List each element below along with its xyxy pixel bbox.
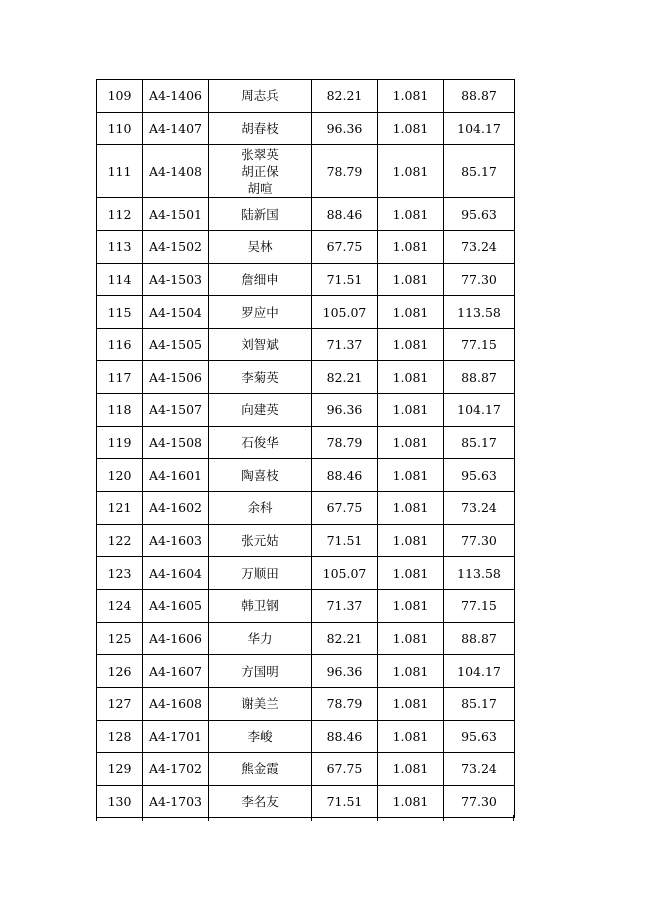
adjusted-area-cell: 77.30 [444, 524, 515, 557]
table-row [97, 230, 515, 263]
area-cell: 96.36 [312, 394, 378, 427]
owner-name: 华力 [247, 630, 273, 646]
owner-name-cell [209, 112, 312, 145]
row-number-cell: 124 [97, 589, 143, 622]
owner-name: 陶喜枝 [241, 467, 279, 483]
coefficient-cell: 1.081 [378, 589, 444, 622]
table-row [97, 296, 515, 329]
adjusted-area-cell: 73.24 [444, 230, 515, 263]
row-number-cell: 123 [97, 557, 143, 590]
area-cell: 71.37 [312, 589, 378, 622]
adjusted-area-cell: 73.24 [444, 753, 515, 786]
area-cell: 71.37 [312, 328, 378, 361]
room-number-cell: A4-1408 [143, 145, 209, 198]
table-row [97, 753, 515, 786]
room-number-cell: A4-1608 [143, 687, 209, 720]
owner-name: 余科 [247, 500, 273, 516]
owner-name-cell [209, 785, 312, 818]
adjusted-area-cell: 104.17 [444, 112, 515, 145]
owner-name: 张元姑 [241, 533, 279, 548]
adjusted-area-cell: 104.17 [444, 655, 515, 688]
row-number-cell: 112 [97, 198, 143, 231]
table-row [97, 145, 515, 198]
owner-name-cell [209, 753, 312, 786]
owner-name: 万顺田 [241, 565, 279, 581]
adjusted-area-cell: 104.17 [444, 394, 515, 427]
area-cell: 96.36 [312, 655, 378, 688]
area-cell: 67.75 [312, 753, 378, 786]
owner-name-cell [209, 145, 312, 198]
area-cell: 78.79 [312, 145, 378, 198]
owner-name-cell [209, 426, 312, 459]
row-number-cell: 117 [97, 361, 143, 394]
area-cell: 82.21 [312, 80, 378, 113]
room-number-cell: A4-1702 [143, 753, 209, 786]
owner-name-cell [209, 557, 312, 590]
coefficient-cell: 1.081 [378, 80, 444, 113]
owner-name-cell [209, 198, 312, 231]
adjusted-area-cell: 77.15 [444, 328, 515, 361]
adjusted-area-cell: 88.87 [444, 80, 515, 113]
coefficient-cell: 1.081 [378, 687, 444, 720]
room-number-cell: A4-1508 [143, 426, 209, 459]
room-number-cell: A4-1607 [143, 655, 209, 688]
area-cell: 105.07 [312, 557, 378, 590]
row-number-cell: 129 [97, 753, 143, 786]
owner-name-cell [209, 263, 312, 296]
row-number-cell: 118 [97, 394, 143, 427]
room-number-cell: A4-1501 [143, 198, 209, 231]
coefficient-cell: 1.081 [378, 328, 444, 361]
area-cell: 67.75 [312, 492, 378, 525]
owner-name: 方国明 [241, 663, 279, 679]
row-number-cell: 114 [97, 263, 143, 296]
owner-name-cell [209, 720, 312, 753]
area-cell: 82.21 [312, 361, 378, 394]
coefficient-cell: 1.081 [378, 753, 444, 786]
row-number-cell: 111 [97, 145, 143, 198]
owner-name-cell [209, 296, 312, 329]
owner-name-cell [209, 492, 312, 525]
adjusted-area-cell: 77.30 [444, 263, 515, 296]
row-number-cell: 110 [97, 112, 143, 145]
row-number-cell: 119 [97, 426, 143, 459]
room-number-cell: A4-1606 [143, 622, 209, 655]
row-number-cell: 115 [97, 296, 143, 329]
room-number-cell: A4-1701 [143, 720, 209, 753]
table-row [97, 720, 515, 753]
coefficient-cell: 1.081 [378, 785, 444, 818]
coefficient-cell: 1.081 [378, 112, 444, 145]
adjusted-area-cell: 113.58 [444, 557, 515, 590]
area-cell: 71.51 [312, 263, 378, 296]
owner-name-cell [209, 459, 312, 492]
coefficient-cell: 1.081 [378, 263, 444, 296]
room-number-cell: A4-1605 [143, 589, 209, 622]
row-number-cell: 116 [97, 328, 143, 361]
area-cell: 78.79 [312, 426, 378, 459]
adjusted-area-cell: 113.58 [444, 296, 515, 329]
owner-name: 胡喧 [247, 180, 273, 196]
area-cell: 71.51 [312, 785, 378, 818]
table-row [97, 361, 515, 394]
area-cell: 96.36 [312, 112, 378, 145]
row-number-cell: 120 [97, 459, 143, 492]
table-row [97, 622, 515, 655]
coefficient-cell: 1.081 [378, 524, 444, 557]
coefficient-cell: 1.081 [378, 230, 444, 263]
owner-name: 罗应中 [241, 304, 279, 320]
room-number-cell: A4-1604 [143, 557, 209, 590]
coefficient-cell: 1.081 [378, 361, 444, 394]
owner-name-cell [209, 687, 312, 720]
room-number-cell: A4-1602 [143, 492, 209, 525]
coefficient-cell: 1.081 [378, 492, 444, 525]
table-continuation-lines [96, 815, 514, 821]
room-number-cell: A4-1406 [143, 80, 209, 113]
owner-name-cell [209, 80, 312, 113]
room-number-cell: A4-1601 [143, 459, 209, 492]
owner-name: 向建英 [241, 402, 279, 418]
owner-name: 周志兵 [241, 88, 279, 104]
area-cell: 71.51 [312, 524, 378, 557]
adjusted-area-cell: 95.63 [444, 198, 515, 231]
owner-name: 詹细申 [241, 271, 279, 287]
coefficient-cell: 1.081 [378, 655, 444, 688]
room-number-cell: A4-1502 [143, 230, 209, 263]
table-row [97, 655, 515, 688]
table-row [97, 426, 515, 459]
adjusted-area-cell: 85.17 [444, 687, 515, 720]
owner-name: 熊金霞 [241, 761, 279, 777]
room-number-cell: A4-1407 [143, 112, 209, 145]
owner-name-cell [209, 524, 312, 557]
adjusted-area-cell: 85.17 [444, 145, 515, 198]
room-number-cell: A4-1504 [143, 296, 209, 329]
owner-name: 李菊英 [241, 369, 279, 385]
owner-name: 韩卫钢 [241, 598, 279, 614]
table-row [97, 198, 515, 231]
owner-name: 陆新国 [241, 206, 279, 222]
row-number-cell: 109 [97, 80, 143, 113]
owner-area-table [96, 79, 515, 818]
area-cell: 88.46 [312, 459, 378, 492]
owner-name: 胡正保 [241, 163, 279, 179]
table-row [97, 589, 515, 622]
owner-name-cell [209, 589, 312, 622]
table-row [97, 687, 515, 720]
owner-name: 张翠英 [241, 146, 279, 162]
table-row [97, 524, 515, 557]
coefficient-cell: 1.081 [378, 296, 444, 329]
room-number-cell: A4-1506 [143, 361, 209, 394]
area-cell: 78.79 [312, 687, 378, 720]
area-cell: 88.46 [312, 720, 378, 753]
row-number-cell: 126 [97, 655, 143, 688]
row-number-cell: 127 [97, 687, 143, 720]
table-row [97, 557, 515, 590]
row-number-cell: 130 [97, 785, 143, 818]
row-number-cell: 121 [97, 492, 143, 525]
owner-name-cell [209, 361, 312, 394]
adjusted-area-cell: 88.87 [444, 361, 515, 394]
table-row [97, 785, 515, 818]
area-cell: 67.75 [312, 230, 378, 263]
table-row [97, 112, 515, 145]
room-number-cell: A4-1603 [143, 524, 209, 557]
owner-name: 李峻 [247, 728, 273, 744]
coefficient-cell: 1.081 [378, 622, 444, 655]
table-body [97, 80, 515, 818]
room-number-cell: A4-1505 [143, 328, 209, 361]
owner-name-cell [209, 622, 312, 655]
owner-name: 谢美兰 [241, 696, 279, 712]
owner-name: 吴林 [247, 239, 273, 255]
coefficient-cell: 1.081 [378, 145, 444, 198]
coefficient-cell: 1.081 [378, 426, 444, 459]
row-number-cell: 122 [97, 524, 143, 557]
row-number-cell: 125 [97, 622, 143, 655]
owner-name: 胡春枝 [241, 120, 279, 136]
owner-name: 刘智斌 [241, 337, 279, 353]
table-row [97, 80, 515, 113]
adjusted-area-cell: 77.30 [444, 785, 515, 818]
room-number-cell: A4-1503 [143, 263, 209, 296]
coefficient-cell: 1.081 [378, 720, 444, 753]
table-row [97, 492, 515, 525]
adjusted-area-cell: 85.17 [444, 426, 515, 459]
area-cell: 105.07 [312, 296, 378, 329]
owner-name-cell [209, 394, 312, 427]
row-number-cell: 128 [97, 720, 143, 753]
coefficient-cell: 1.081 [378, 198, 444, 231]
owner-name: 石俊华 [241, 435, 279, 451]
coefficient-cell: 1.081 [378, 459, 444, 492]
area-cell: 88.46 [312, 198, 378, 231]
adjusted-area-cell: 95.63 [444, 720, 515, 753]
owner-name: 李名友 [241, 794, 279, 810]
table-row [97, 394, 515, 427]
adjusted-area-cell: 77.15 [444, 589, 515, 622]
coefficient-cell: 1.081 [378, 394, 444, 427]
area-cell: 82.21 [312, 622, 378, 655]
adjusted-area-cell: 95.63 [444, 459, 515, 492]
adjusted-area-cell: 73.24 [444, 492, 515, 525]
table-row [97, 459, 515, 492]
room-number-cell: A4-1507 [143, 394, 209, 427]
table-row [97, 328, 515, 361]
owner-name-cell [209, 328, 312, 361]
room-number-cell: A4-1703 [143, 785, 209, 818]
adjusted-area-cell: 88.87 [444, 622, 515, 655]
table-row [97, 263, 515, 296]
coefficient-cell: 1.081 [378, 557, 444, 590]
row-number-cell: 113 [97, 230, 143, 263]
owner-name-cell [209, 230, 312, 263]
owner-name-cell [209, 655, 312, 688]
